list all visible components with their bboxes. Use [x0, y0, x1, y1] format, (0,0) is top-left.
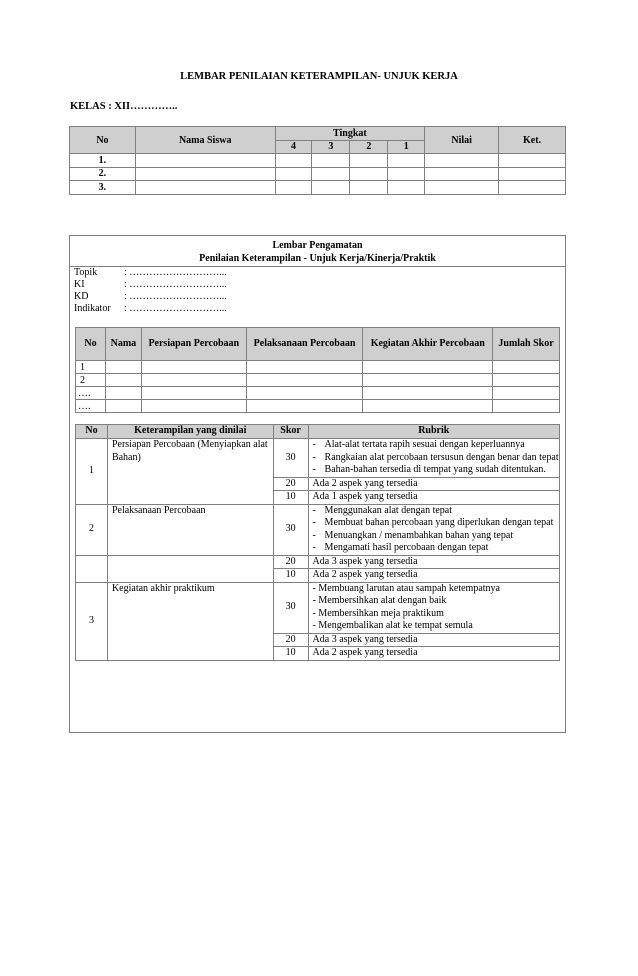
row-number: 2 — [76, 374, 106, 387]
score: 20 — [273, 477, 308, 491]
header-no: No — [70, 127, 136, 154]
table-row — [76, 400, 560, 413]
score: 20 — [273, 555, 308, 569]
meta-label: Indikator — [74, 303, 111, 314]
meta-topik — [74, 267, 227, 279]
table-row — [70, 154, 566, 168]
row-number: 2. — [70, 167, 136, 181]
cell[interactable] — [499, 154, 566, 168]
rubric-item: Menggunakan alat dengan tepat — [324, 504, 452, 516]
meta-value[interactable]: : ………………………... — [124, 279, 227, 290]
cell[interactable] — [493, 374, 560, 387]
row-number: …. — [76, 387, 106, 400]
header-no: No — [76, 328, 106, 361]
cell[interactable] — [105, 387, 141, 400]
rubric-item: - Membersihkan alat dengan baik — [312, 595, 447, 606]
skill-name: Pelaksanaan Percobaan — [107, 504, 273, 555]
cell[interactable] — [388, 181, 425, 195]
table-row — [76, 387, 560, 400]
cell[interactable] — [105, 374, 141, 387]
rubric-text: Ada 3 aspek yang tersedia — [308, 555, 559, 569]
cell[interactable] — [425, 167, 499, 181]
cell[interactable] — [312, 181, 350, 195]
cell[interactable] — [141, 361, 246, 374]
cell[interactable] — [246, 361, 363, 374]
rubric-text: Ada 3 aspek yang tersedia — [308, 633, 559, 647]
cell[interactable] — [350, 154, 388, 168]
score: 30 — [273, 504, 308, 555]
cell[interactable] — [246, 387, 363, 400]
cell[interactable] — [499, 167, 566, 181]
header-skor: Skor — [273, 425, 308, 439]
rubric-item: Membuat bahan percobaan yang diperlukan dengan tepat — [324, 517, 554, 528]
rubric-text: Ada 2 aspek yang tersedia — [308, 569, 559, 583]
cell[interactable] — [312, 167, 350, 181]
rubric-row — [76, 439, 560, 478]
cell[interactable] — [493, 387, 560, 400]
skill-name: Persiapan Percobaan (Menyiapkan alat Bahan) — [107, 439, 273, 505]
meta-label: KI — [74, 279, 85, 290]
cell[interactable] — [135, 167, 275, 181]
cell[interactable] — [141, 400, 246, 413]
rubric-item: Bahan-bahan tersedia di tempat yang sudah ditentukan. — [324, 464, 546, 475]
cell[interactable] — [246, 400, 363, 413]
rubric-item: - Membersihkan meja praktikum — [312, 607, 444, 619]
table-row — [76, 361, 560, 374]
skill-name-empty — [107, 555, 273, 582]
rubric-table — [75, 424, 560, 661]
cell[interactable] — [135, 181, 275, 195]
score: 10 — [273, 569, 308, 583]
rubric-item: - Membuang larutan atau sampah ketempatnya — [312, 582, 500, 594]
cell[interactable] — [425, 181, 499, 195]
table-row — [76, 374, 560, 387]
cell[interactable] — [388, 167, 425, 181]
header-nama-siswa: Nama Siswa — [135, 127, 275, 154]
meta-value[interactable]: : ………………………... — [124, 291, 227, 302]
rubric-row — [76, 555, 560, 569]
header-level: 3 — [312, 140, 350, 154]
cell[interactable] — [141, 387, 246, 400]
cell[interactable] — [350, 167, 388, 181]
header-level: 2 — [350, 140, 388, 154]
rubric-text: Ada 2 aspek yang tersedia — [308, 647, 559, 661]
meta-ki — [74, 279, 227, 291]
cell[interactable] — [275, 181, 312, 195]
header-keterampilan: Keterampilan yang dinilai — [107, 425, 273, 439]
observation-score-table — [75, 327, 560, 413]
group-number: 2 — [76, 504, 108, 555]
observation-title-line2: Penilaian Keterampilan - Unjuk Kerja/Kinerja/Praktik — [199, 253, 436, 264]
header-pelaksanaan: Pelaksanaan Percobaan — [246, 328, 363, 361]
observation-title — [70, 239, 565, 265]
group-number: 1 — [76, 439, 108, 505]
table-row — [70, 181, 566, 195]
rubric-item: Menuangkan / menambahkan bahan yang tepat — [324, 529, 514, 541]
cell[interactable] — [363, 400, 493, 413]
observation-title-line1: Lembar Pengamatan — [272, 240, 363, 251]
cell[interactable] — [425, 154, 499, 168]
cell[interactable] — [350, 181, 388, 195]
skill-name: Kegiatan akhir praktikum — [107, 582, 273, 660]
score: 10 — [273, 647, 308, 661]
meta-label: KD — [74, 291, 89, 302]
rubric-item: - Mengembalikan alat ke tempat semula — [312, 620, 473, 631]
cell[interactable] — [275, 167, 312, 181]
rubric-item: Mengamati hasil percobaan dengan tepat — [324, 542, 489, 553]
meta-value[interactable]: : ………………………... — [124, 303, 227, 314]
header-nama: Nama — [105, 328, 141, 361]
document-title: LEMBAR PENILAIAN KETERAMPILAN- UNJUK KERJA — [180, 71, 458, 82]
cell[interactable] — [499, 181, 566, 195]
rubric-item: Alat-alat tertata rapih sesuai dengan keperluannya — [324, 439, 525, 450]
score: 30 — [273, 582, 308, 633]
cell[interactable] — [363, 374, 493, 387]
rubric-criteria: - Alat-alat tertata rapih sesuai dengan keperluannya - Rangkaian alat percobaan tersusun dengan benar dan tepat - Bahan-bahan tersedia di tempat yang sudah ditentukan. — [308, 439, 559, 478]
header-nilai: Nilai — [425, 127, 499, 154]
cell[interactable] — [312, 154, 350, 168]
meta-value[interactable]: : ………………………... — [124, 267, 227, 278]
cell[interactable] — [105, 361, 141, 374]
cell[interactable] — [246, 374, 363, 387]
header-no: No — [76, 425, 108, 439]
rubric-text: Ada 2 aspek yang tersedia — [308, 477, 559, 491]
score: 20 — [273, 633, 308, 647]
rubric-criteria: - Menggunakan alat dengan tepat - Membuat bahan percobaan yang diperlukan dengan tepat - Menuangkan / menambahkan bahan yang tepat - Mengamati hasil percobaan dengan tepat — [308, 504, 559, 555]
cell[interactable] — [493, 361, 560, 374]
meta-label: Topik — [74, 267, 98, 278]
cell[interactable] — [363, 361, 493, 374]
row-number: 3. — [70, 181, 136, 195]
row-number: …. — [76, 400, 106, 413]
cell[interactable] — [105, 400, 141, 413]
header-persiapan: Persiapan Percobaan — [141, 328, 246, 361]
rubric-text: Ada 1 aspek yang tersedia — [308, 491, 559, 505]
cell[interactable] — [275, 154, 312, 168]
table-row — [70, 167, 566, 181]
rubric-item: Rangkaian alat percobaan tersusun dengan benar dan tepat — [324, 451, 559, 463]
header-rubrik: Rubrik — [308, 425, 559, 439]
observation-sheet — [69, 235, 566, 733]
meta-kd — [74, 291, 227, 303]
rubric-row — [76, 504, 560, 555]
score: 10 — [273, 491, 308, 505]
cell[interactable] — [493, 400, 560, 413]
cell[interactable] — [388, 154, 425, 168]
meta-indikator — [74, 303, 227, 315]
header-ket: Ket. — [499, 127, 566, 154]
rubric-row — [76, 582, 560, 633]
header-kegiatan-akhir: Kegiatan Akhir Percobaan — [363, 328, 493, 361]
rubric-criteria — [308, 582, 559, 633]
header-level: 4 — [275, 140, 312, 154]
header-jumlah-skor: Jumlah Skor — [493, 328, 560, 361]
header-tingkat: Tingkat — [275, 127, 425, 141]
class-line: KELAS : XII………….. — [70, 101, 178, 112]
cell[interactable] — [135, 154, 275, 168]
student-score-table — [69, 126, 566, 195]
header-level: 1 — [388, 140, 425, 154]
row-number: 1 — [76, 361, 106, 374]
row-number: 1. — [70, 154, 136, 168]
group-number: 3 — [76, 582, 108, 660]
group-number-empty — [76, 555, 108, 582]
cell[interactable] — [363, 387, 493, 400]
score: 30 — [273, 439, 308, 478]
cell[interactable] — [141, 374, 246, 387]
